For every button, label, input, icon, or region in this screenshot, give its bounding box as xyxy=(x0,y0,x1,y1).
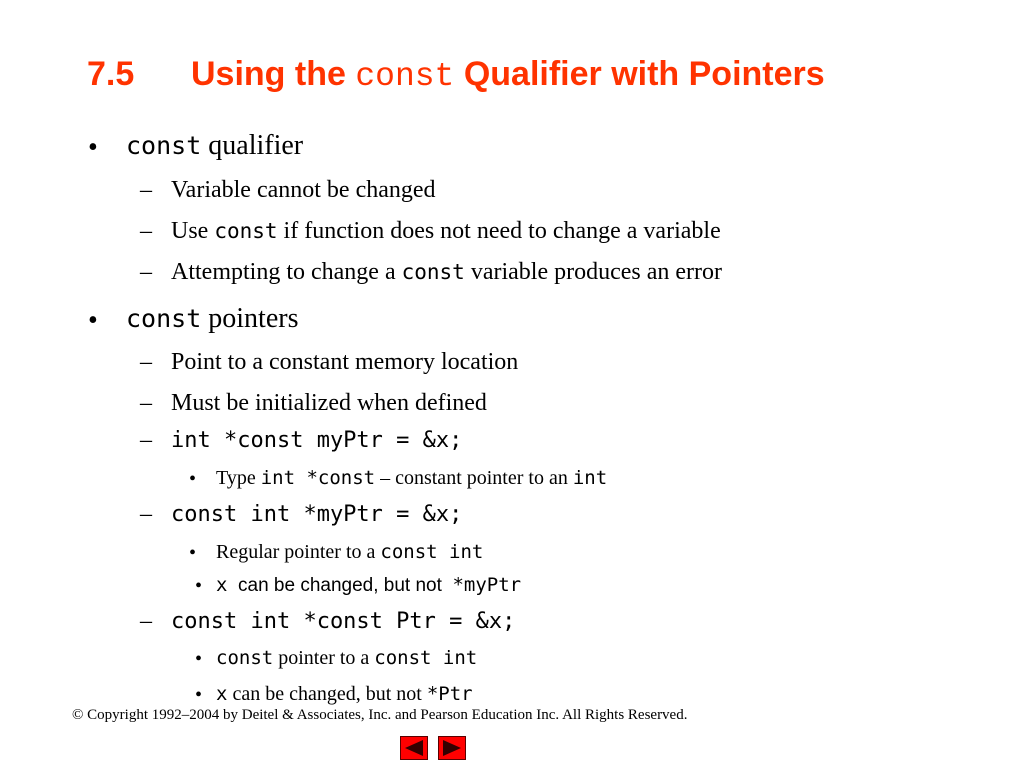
code-item: int *const myPtr = &x; xyxy=(171,428,463,453)
title-text-post: Qualifier with Pointers xyxy=(454,55,825,93)
sub-item: Variable cannot be changed xyxy=(171,177,436,203)
bullet-marker: • xyxy=(195,684,203,706)
detail-item: x can be changed, but not *myPtr xyxy=(216,574,522,596)
sub-item: Use const if function does not need to change a variable xyxy=(171,218,721,244)
section-number: 7.5 xyxy=(87,55,135,93)
dash-marker: – xyxy=(140,177,152,203)
dash-marker: – xyxy=(140,427,152,453)
code-item: const int *myPtr = &x; xyxy=(171,502,463,527)
dash-marker: – xyxy=(140,218,152,244)
dash-marker: – xyxy=(140,390,152,416)
bullet-marker: • xyxy=(195,575,203,597)
bullet-marker: • xyxy=(195,648,203,670)
detail-item: Type int *const – constant pointer to an int xyxy=(216,467,608,489)
triangle-left-icon xyxy=(401,737,427,759)
title-text-pre: Using the xyxy=(191,55,356,93)
dash-marker: – xyxy=(140,349,152,375)
dash-marker: – xyxy=(140,608,152,634)
detail-item: Regular pointer to a const int xyxy=(216,541,484,563)
sub-item: Attempting to change a const variable produces an error xyxy=(171,259,723,285)
slide-title xyxy=(87,48,825,103)
bullet-const-qualifier: const qualifier xyxy=(126,130,304,161)
detail-item: const pointer to a const int xyxy=(216,647,478,669)
bullet-const-pointers: const pointers xyxy=(126,303,299,334)
title-code: const xyxy=(355,58,455,95)
copyright-footer: © Copyright 1992–2004 by Deitel & Associates, Inc. and Pearson Education Inc. All Rights Reserved. xyxy=(72,707,688,723)
bullet-marker: • xyxy=(189,542,197,564)
code-item: const int *const Ptr = &x; xyxy=(171,609,516,634)
dash-marker: – xyxy=(140,501,152,527)
next-slide-button[interactable] xyxy=(438,736,466,760)
bullet-marker: • xyxy=(88,132,98,163)
detail-item: x can be changed, but not *Ptr xyxy=(216,683,473,705)
triangle-right-icon xyxy=(439,737,465,759)
dash-marker: – xyxy=(140,259,152,285)
sub-item: Must be initialized when defined xyxy=(171,390,487,416)
sub-item: Point to a constant memory location xyxy=(171,349,519,375)
bullet-marker: • xyxy=(88,305,98,336)
previous-slide-button[interactable] xyxy=(400,736,428,760)
bullet-marker: • xyxy=(189,468,197,490)
